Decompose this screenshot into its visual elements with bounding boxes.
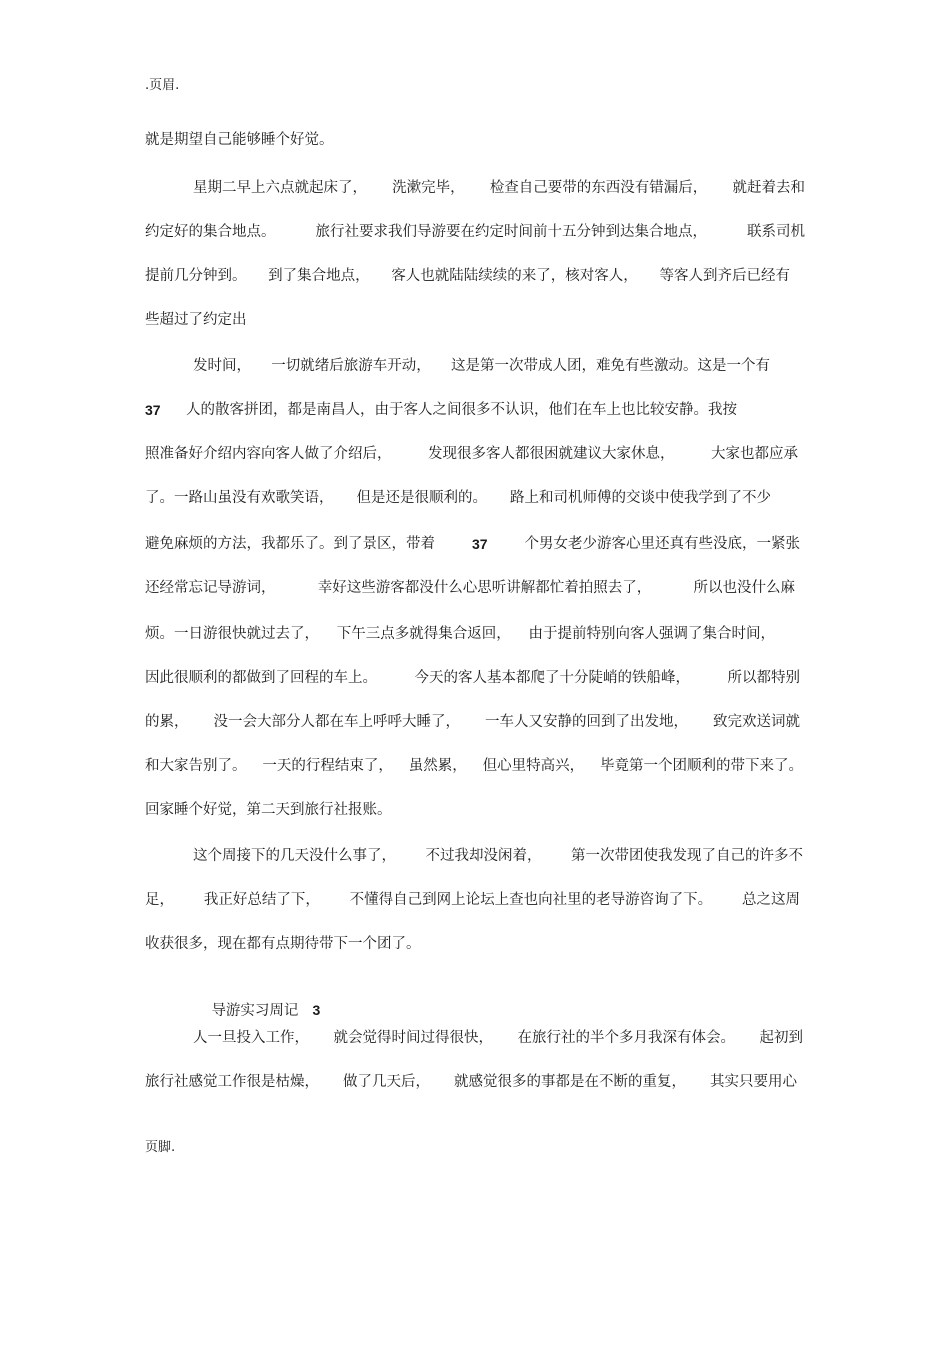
text-line: 旅行社感觉工作很是枯燥， 做了几天后， 就感觉很多的事都是在不断的重复， 其实只要用心 bbox=[145, 1074, 797, 1090]
text-line: 回家睡个好觉，第二天到旅行社报账。 bbox=[145, 802, 392, 818]
text-line: 了。一路山虽没有欢歌笑语， 但是还是很顺利的。 路上和司机师傅的交谈中使我学到了不少 bbox=[145, 490, 771, 506]
text-line: 照准备好介绍内容向客人做了介绍后， 发现很多客人都很困就建议大家休息， 大家也都应承 bbox=[145, 446, 798, 462]
text-line: 因此很顺利的都做到了回程的车上。 今天的客人基本都爬了十分陡峭的铁船峰， 所以都特别 bbox=[145, 670, 800, 686]
page-footer: 页脚. bbox=[145, 1140, 176, 1155]
text-line: 这个周接下的几天没什么事了， 不过我却没闲着， 第一次带团使我发现了自己的许多不 bbox=[193, 848, 803, 864]
text-line: 收获很多，现在都有点期待带下一个团了。 bbox=[145, 936, 421, 952]
text-line: 和大家告别了。 一天的行程结束了， 虽然累， 但心里特高兴， 毕竟第一个团顺利的带下来了。 bbox=[145, 758, 803, 774]
text-line: 发时间， 一切就绪后旅游车开动， 这是第一次带成人团，难免有些激动。这是一个有 bbox=[193, 358, 770, 374]
text-line: 的累， 没一会大部分人都在车上呼呼大睡了， 一车人又安静的回到了出发地， 致完欢送词就 bbox=[145, 714, 800, 730]
text-line: 烦。一日游很快就过去了， 下午三点多就得集合返回， 由于提前特别向客人强调了集合时间， bbox=[145, 626, 775, 642]
text-line: 37 人的散客拼团，都是南昌人，由于客人之间很多不认识，他们在车上也比较安静。我按 bbox=[145, 402, 737, 418]
text-line: 还经常忘记导游词， 幸好这些游客都没什么心思听讲解都忙着拍照去了， 所以也没什么麻 bbox=[145, 580, 795, 596]
text-line: 就是期望自己能够睡个好觉。 bbox=[145, 132, 334, 148]
text-line: 足， 我正好总结了下， 不懂得自己到网上论坛上查也向社里的老导游咨询了下。 总之这周 bbox=[145, 892, 800, 908]
text-line: 人一旦投入工作， 就会觉得时间过得很快， 在旅行社的半个多月我深有体会。 起初到 bbox=[193, 1030, 803, 1046]
text-line: 些超过了约定出 bbox=[145, 312, 247, 328]
text-line: 提前几分钟到。 到了集合地点， 客人也就陆陆续续的来了，核对客人， 等客人到齐后已经有 bbox=[145, 268, 790, 284]
section-heading: 导游实习周记 3 bbox=[211, 1002, 321, 1019]
text-line: 星期二早上六点就起床了， 洗漱完毕， 检查自己要带的东西没有错漏后， 就赶着去和 bbox=[193, 180, 805, 196]
text-line: 约定好的集合地点。 旅行社要求我们导游要在约定时间前十五分钟到达集合地点， 联系司机 bbox=[145, 224, 805, 240]
page-header: .页眉. bbox=[145, 78, 180, 93]
text-line: 避免麻烦的方法，我都乐了。到了景区，带着 37 个男女老少游客心里还真有些没底，一紧张 bbox=[145, 536, 800, 552]
